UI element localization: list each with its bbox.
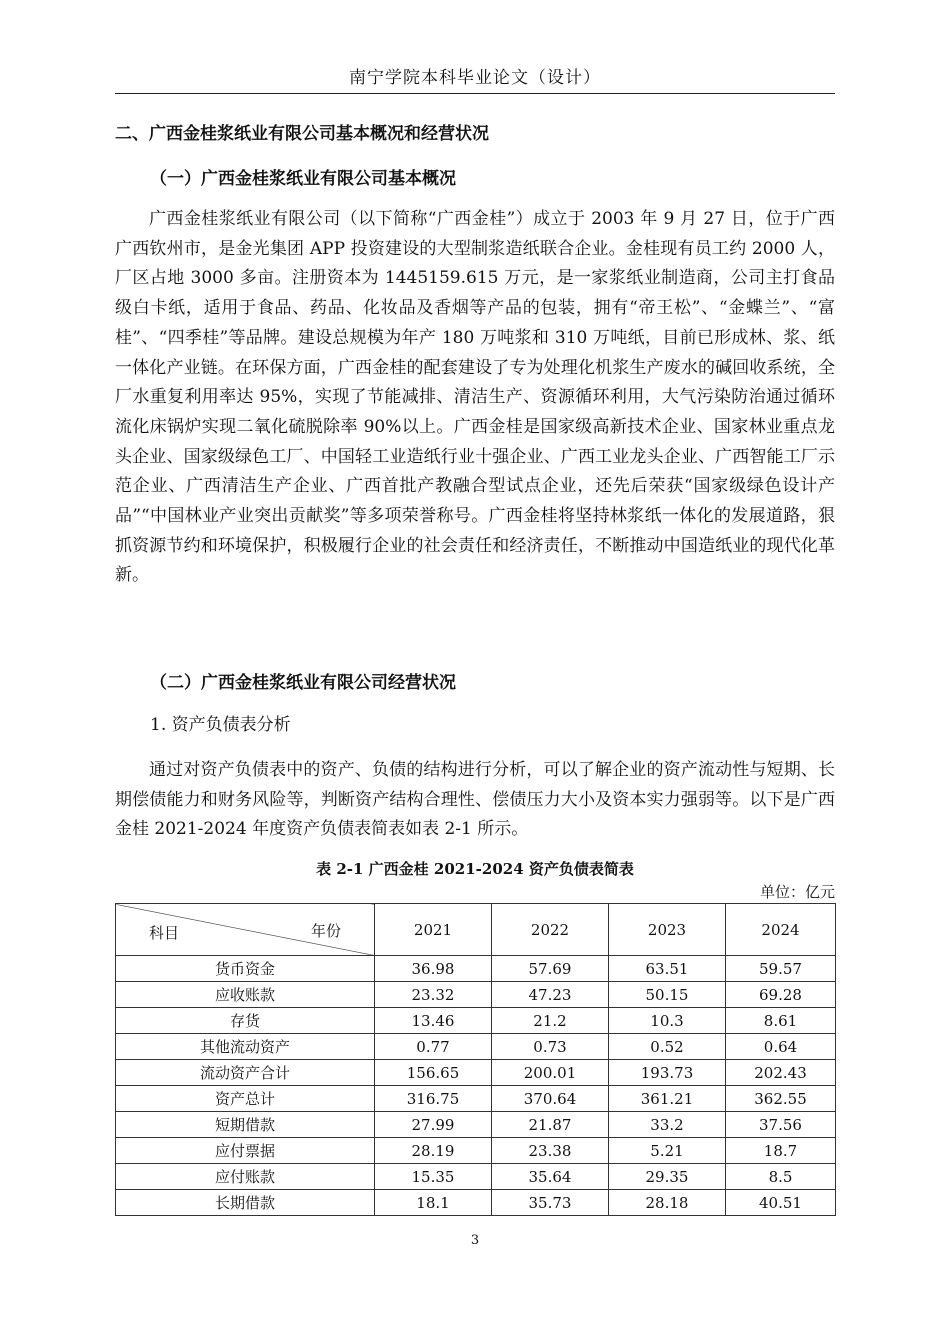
table-cell: 33.2 [609,1112,726,1138]
row-label: 短期借款 [116,1112,375,1138]
row-label: 流动资产合计 [116,1060,375,1086]
table-cell: 69.28 [726,982,836,1008]
table-cell: 23.32 [375,982,492,1008]
row-label: 资产总计 [116,1086,375,1112]
year-label: 年份 [310,922,341,940]
table-row [116,956,836,982]
subsection-heading-2: （二）广西金桂浆纸业有限公司经营状况 [150,673,456,693]
header-diagonal-cell [116,904,375,956]
table-row [116,1190,836,1216]
balance-sheet-paragraph: 通过对资产负债表中的资产、负债的结构进行分析，可以了解企业的资产流动性与短期、长期偿债能力和财务风险等，判断资产结构合理性、偿债压力大小及资本实力强弱等。以下是广西金桂 2021-2024 年度资产负债表简表如表 2-1 所示。 [115,760,835,840]
table-cell: 362.55 [726,1086,836,1112]
page-number: 3 [470,1233,480,1248]
row-label: 应收账款 [116,982,375,1008]
year-header: 2021 [375,904,492,956]
year-header: 2022 [492,904,609,956]
table-cell: 28.18 [609,1190,726,1216]
balance-sheet-table [115,903,836,1216]
table-row [116,1008,836,1034]
table-cell: 5.21 [609,1138,726,1164]
table-cell: 0.52 [609,1034,726,1060]
table-cell: 35.73 [492,1190,609,1216]
table-cell: 18.1 [375,1190,492,1216]
table-cell: 193.73 [609,1060,726,1086]
table-row [116,1164,836,1190]
table-cell: 63.51 [609,956,726,982]
row-label: 长期借款 [116,1190,375,1216]
table-cell: 27.99 [375,1112,492,1138]
table-header-row [116,904,836,956]
table-cell: 15.35 [375,1164,492,1190]
table-cell: 8.61 [726,1008,836,1034]
table-row [116,1086,836,1112]
year-header: 2023 [609,904,726,956]
table-cell: 361.21 [609,1086,726,1112]
table-cell: 57.69 [492,956,609,982]
subsection-heading-1: （一）广西金桂浆纸业有限公司基本概况 [150,169,456,189]
row-label: 货币资金 [116,956,375,982]
row-label: 应付账款 [116,1164,375,1190]
table-cell: 202.43 [726,1060,836,1086]
header-rule [115,93,835,94]
row-label: 其他流动资产 [116,1034,375,1060]
table-row [116,1112,836,1138]
overview-paragraph: 广西金桂浆纸业有限公司（以下简称“广西金桂”）成立于 2003 年 9 月 27 日，位于广西广西钦州市，是金光集团 APP 投资建设的大型制浆造纸联合企业。金桂现有员工约 2000 人，厂区占地 3000 多亩。注册资本为 1445159.615 万元，是一家浆纸业制造商，公司主打食品级白卡纸，适用于食品、药品、化妆品及香烟等产品的包装，拥有“帝王松”、“金蝶兰”、“富桂”、“四季桂”等品牌。建设总规模为年产 180 万吨浆和 310 万吨纸，目前已形成林、浆、纸一体化产业链。在环保方面，广西金桂的配套建设了专为处理化机浆生产废水的碱回收系统，全厂水重复利用率达 95%，实现了节能减排、清洁生产、资源循环利用，大气污染防治通过循环流化床锅炉实现二氧化硫脱除率 90%以上。广西金桂是国家级高新技术企业、国家林业重点龙头企业、国家级绿色工厂、中国轻工业造纸行业十强企业、广西工业龙头企业、广西智能工厂示范企业、广西清洁生产企业、广西首批产教融合型试点企业，还先后荣获“国家级绿色设计产品”“中国林业产业突出贡献奖”等多项荣誉称号。广西金桂将坚持林浆纸一体化的发展道路，狠抓资源节约和环境保护，积极履行企业的社会责任和经济责任，不断推动中国造纸业的现代化革新。 [115,209,835,586]
table-cell: 0.77 [375,1034,492,1060]
table-row [116,982,836,1008]
table-cell: 0.73 [492,1034,609,1060]
table-cell: 36.98 [375,956,492,982]
year-header: 2024 [726,904,836,956]
table-cell: 28.19 [375,1138,492,1164]
table-cell: 35.64 [492,1164,609,1190]
page-header: 南宁学院本科毕业论文（设计） [349,68,601,88]
table-row [116,1034,836,1060]
row-label: 存货 [116,1008,375,1034]
table-cell: 21.2 [492,1008,609,1034]
table-cell: 47.23 [492,982,609,1008]
table-cell: 13.46 [375,1008,492,1034]
section-heading: 二、广西金桂浆纸业有限公司基本概况和经营状况 [115,124,489,144]
row-label: 应付票据 [116,1138,375,1164]
item-heading: 1. 资产负债表分析 [150,715,291,735]
table-caption: 表 2-1 广西金桂 2021-2024 资产负债表简表 [316,860,634,878]
table-cell: 59.57 [726,956,836,982]
table-cell: 21.87 [492,1112,609,1138]
table-cell: 200.01 [492,1060,609,1086]
table-cell: 18.7 [726,1138,836,1164]
table-cell: 50.15 [609,982,726,1008]
table-cell: 370.64 [492,1086,609,1112]
table-cell: 40.51 [726,1190,836,1216]
table-cell: 37.56 [726,1112,836,1138]
table-body [116,956,836,1216]
subject-label: 科目 [149,924,180,942]
table-row [116,1060,836,1086]
table-cell: 8.5 [726,1164,836,1190]
table-cell: 0.64 [726,1034,836,1060]
table-unit: 单位：亿元 [759,883,835,901]
table-cell: 156.65 [375,1060,492,1086]
table-row [116,1138,836,1164]
table-cell: 10.3 [609,1008,726,1034]
table-cell: 29.35 [609,1164,726,1190]
table-cell: 316.75 [375,1086,492,1112]
table-cell: 23.38 [492,1138,609,1164]
